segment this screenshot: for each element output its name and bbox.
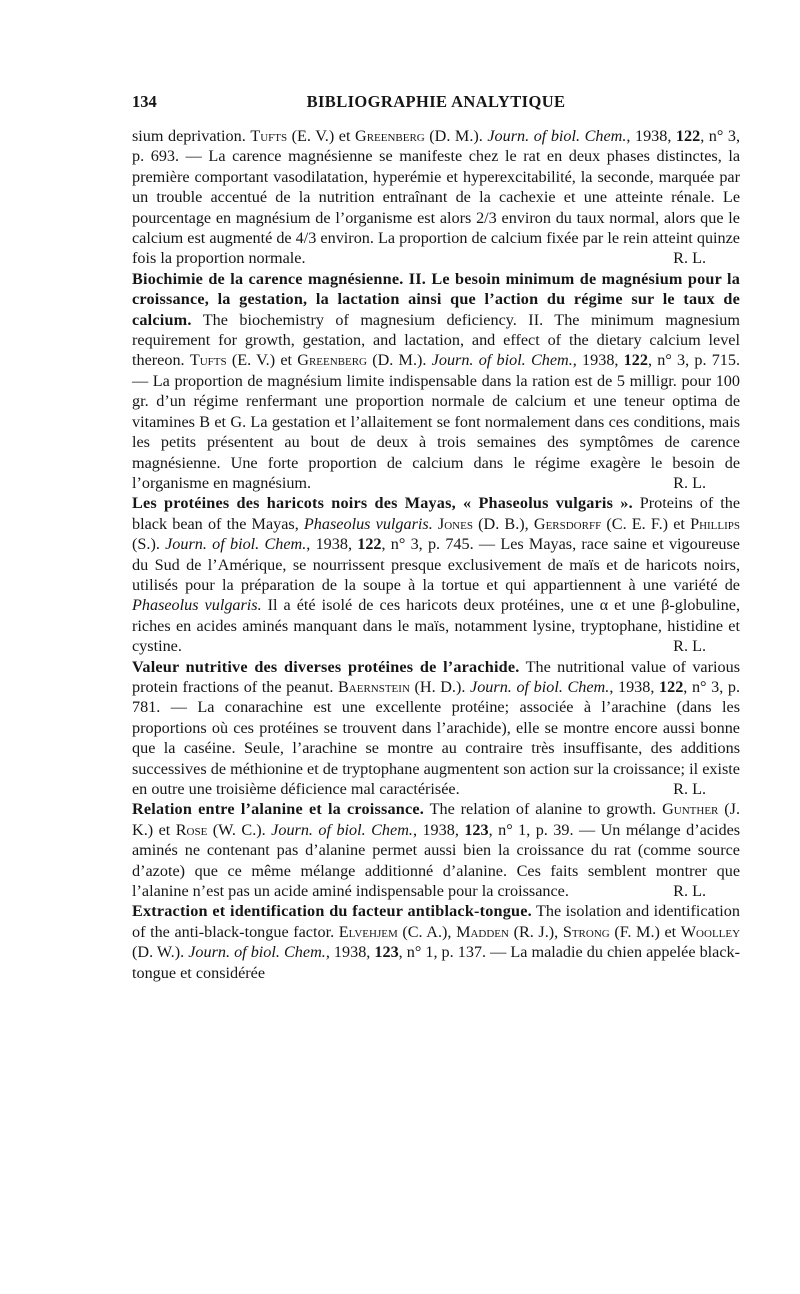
publication-year: 1938 — [582, 351, 615, 370]
author-surname: Greenberg — [355, 127, 425, 145]
author-conjunction: et — [659, 922, 681, 941]
author-surname: Phillips — [690, 514, 741, 533]
author-surname: Jones — [437, 514, 473, 533]
author-initials: (E. V.) — [231, 351, 276, 370]
volume-number: 123 — [464, 820, 489, 839]
abstract-summary: — Un mélange d’acides aminés ne contenant pas d’alanine permet aussi bien la croissance du rat (comme source d’azote) que ce même mélange additionné d’alanine. Ces faits semblent montrer que l’alanine n’est pas un acide aminé indispensable pour la croissance. — [132, 820, 741, 901]
article-title: Les protéines des haricots noirs des Mayas, « Phaseolus vulgaris ». — [132, 494, 633, 513]
author-surname: Greenberg — [297, 351, 367, 370]
english-title: The relation of alanine to growth. — [429, 800, 657, 819]
author-initials: (D. B.), — [478, 514, 529, 533]
reviewer-signature: R. L. — [673, 473, 706, 492]
author-initials: (D. M.). — [372, 351, 427, 370]
author-conjunction: et — [668, 514, 691, 533]
author-initials: (J. K.) — [132, 800, 740, 839]
author-surname: Madden — [456, 922, 509, 941]
reviewer-signature: R. L. — [673, 780, 706, 798]
author-initials: (E. V.) — [291, 127, 335, 145]
english-title: The nutritional value of various protein fractions of the peanut. — [132, 657, 740, 696]
running-head — [132, 92, 740, 116]
publication-year: 1938 — [617, 677, 651, 696]
publication-year: 1938 — [422, 820, 455, 839]
issue-page: n° 3, p. 693. — [132, 127, 741, 166]
journal-name: Journ. of biol. Chem. — [271, 820, 413, 839]
english-title: The isolation and identification of the anti-black-tongue factor. — [132, 902, 740, 941]
author-initials: (D. M.). — [429, 127, 483, 145]
journal-name: Journ. of biol. Chem. — [487, 127, 627, 145]
publication-year: 1938 — [634, 127, 668, 145]
volume-number: 122 — [357, 535, 382, 554]
english-title-species: Phaseolus vulgaris. — [303, 514, 433, 533]
reviewer-signature: R. L. — [673, 249, 706, 268]
issue-page: n° 3, p. 781. — [132, 677, 741, 717]
article-title: Relation entre l’alanine et la croissance. — [132, 800, 425, 819]
author-surname: Tufts — [250, 127, 288, 145]
journal-name: Journ. of biol. Chem. — [188, 943, 326, 962]
abstract-entry: Valeur nutritive des diverses protéines de l’arachide. The nutritional value of various protein fractions of the peanut. Baernstein (H. D.). Journ. of biol. Chem., 1938, 122, n° 3, p. 781. — La conarachine est une excellente protéine; associée à l’arachine (dans les proportions où ces protéines se trouvent dans l’arachide), elle se montre encore aussi bonne que la caséine. Seule, l’arachine se montre au contraire très insuffisante, des additions successives de méthionine et de tryptophane augmentent son action sur la croissance; il existe en outre une troisième déficience mal caractérisée. R. L. — [132, 657, 741, 798]
author-initials: (R. J.), — [513, 922, 559, 941]
author-surname: Rose — [175, 820, 208, 839]
journal-name: Journ. of biol. Chem. — [431, 351, 573, 370]
english-title: The biochemistry of magnesium deficiency. II. The minimum magnesium requirement for growth, gestation, and lactation, and effect of the dietary calcium level thereon. — [132, 310, 740, 370]
species-name: Phaseolus vulgaris. — [132, 596, 262, 615]
author-conjunction: et — [275, 351, 298, 370]
abstract-entry: Relation entre l’alanine et la croissance. The relation of alanine to growth. Gunther (J. K.) et Rose (W. C.). Journ. of biol. Chem., 1938, 123, n° 1, p. 39. — Un mélange d’acides aminés ne contenant pas d’alanine permet aussi bien la croissance du rat (comme source d’azote) que ce même mélange additionné d’alanine. Ces faits semblent montrer que l’alanine n’est pas un acide aminé indispensable pour la croissance. R. L. — [132, 800, 741, 901]
article-title: Biochimie de la carence magnésienne. II. Le besoin minimum de magnésium pour la croissance, la gestation, la lactation ainsi que l’action du régime sur le taux de calcium. — [132, 269, 740, 329]
author-surname: Woolley — [680, 922, 741, 941]
author-initials: (W. C.). — [212, 820, 266, 839]
issue-page: n° 1, p. 39. — [498, 820, 574, 839]
abstract-summary: — Les Mayas, race saine et vigoureuse du Sud de l’Amérique, se nourrissent presque exclusivement de maïs et de haricots noirs, utilisés pour la préparation de la soupe à la tortue et qui appartiennent à une variété de — [132, 535, 740, 594]
author-initials: (S.). — [132, 535, 160, 554]
abstracts-column — [132, 126, 740, 983]
publication-year: 1938 — [333, 943, 367, 962]
issue-page: n° 3, p. 745. — [390, 535, 474, 554]
abstract-summary-end: Il a été isolé de ces haricots deux protéines, une α et une β-globuline, riches en acides aminés manquant dans le maïs, notamment lysine, tryptophane, histidine et cystine. — [132, 596, 740, 656]
issue-page: n° 3, p. 715. — [657, 351, 741, 370]
volume-number: 122 — [623, 351, 648, 370]
author-initials: (C. E. F.) — [606, 514, 669, 533]
abstract-entry: Extraction et identification du facteur antiblack-tongue. The isolation and identification of the anti-black-tongue factor. Elvehjem (C. A.), Madden (R. J.), Strong (F. M.) et Woolley (D. W.). Journ. of biol. Chem., 1938, 123, n° 1, p. 137. — La maladie du chien appelée black-tongue et considérée — [132, 902, 741, 982]
author-surname: Gunther — [662, 800, 719, 819]
author-surname: Baernstein — [337, 677, 410, 696]
author-initials: (D. W.). — [132, 943, 185, 962]
abstract-summary: — La carence magnésienne se manifeste chez le rat en deux phases distinctes, la première comportant vasodilatation, hyperémie et hyperexcitabilité, la seconde, marquée par un trouble accentué de la nutrition entraînant de la cachexie et une atteinte rénale. Le pourcentage en magnésium de l’organisme est alors 2/3 environ du taux normal, alors que le calcium est augmenté de 4/3 environ. La proportion de calcium fixée par le rein atteint quinze fois la proportion normale. — [132, 147, 741, 268]
reviewer-signature: R. L. — [673, 882, 706, 901]
journal-name: Journ. of biol. Chem. — [470, 677, 610, 696]
page-number: 134 — [132, 92, 157, 111]
author-surname: Elvehjem — [338, 922, 398, 941]
author-surname: Strong — [562, 922, 610, 941]
publication-year: 1938 — [315, 535, 348, 554]
author-surname: Tufts — [189, 351, 227, 370]
abstract-entry: Les protéines des haricots noirs des Mayas, « Phaseolus vulgaris ». Proteins of the black bean of the Mayas, Phaseolus vulgaris. Jones (D. B.), Gersdorff (C. E. F.) et Phillips (S.). Journ. of biol. Chem., 1938, 122, n° 3, p. 745. — Les Mayas, race saine et vigoureuse du Sud de l’Amérique, se nourrissent presque exclusivement de maïs et de haricots noirs, utilisés pour la préparation de la soupe à la tortue et qui appartiennent à une variété de Phaseolus vulgaris. Il a été isolé de ces haricots deux protéines, une α et une β-globuline, riches en acides aminés manquant dans le maïs, notamment lysine, tryptophane, histidine et cystine. R. L. — [132, 494, 741, 656]
volume-number: 122 — [659, 677, 684, 696]
abstract-summary: — La proportion de magnésium limite indispensable dans la ration est de 5 milligr. pour 100 gr. d’un régime renfermant une proportion normale de calcium et une teneur optima de vitamines B et G. La gestation et l’allaitement se font normalement dans ces conditions, mais les petits présentent au bout de deux à trois semaines des symptômes de carence magnésienne. Une forte proportion de calcium dans le régime exagère le besoin de l’organisme en magnésium. — [132, 371, 740, 492]
abstract-entry: Biochimie de la carence magnésienne. II. Le besoin minimum de magnésium pour la croissance, la gestation, la lactation ainsi que l’action du régime sur le taux de calcium. The biochemistry of magnesium deficiency. II. The minimum magnesium requirement for growth, gestation, and lactation, and effect of the dietary calcium level thereon. Tufts (E. V.) et Greenberg (D. M.). Journ. of biol. Chem., 1938, 122, n° 3, p. 715. — La proportion de magnésium limite indispensable dans la ration est de 5 milligr. pour 100 gr. d’un régime renfermant une proportion normale de calcium et une teneur optima de vitamines B et G. La gestation et l’allaitement se font normalement dans ces conditions, mais les petits présentent au bout de deux à trois semaines des symptômes de carence magnésienne. Une forte proportion de calcium dans le régime exagère le besoin de l’organisme en magnésium. R. L. — [132, 269, 741, 492]
reviewer-signature: R. L. — [673, 637, 706, 656]
article-title: Valeur nutritive des diverses protéines de l’arachide. — [132, 657, 520, 676]
author-conjunction: et — [153, 820, 176, 839]
author-initials: (C. A.), — [402, 922, 452, 941]
journal-name: Journ. of biol. Chem. — [165, 535, 307, 554]
english-title: Proteins of the black bean of the Mayas, — [132, 494, 741, 533]
issue-page: n° 1, p. 137. — [406, 943, 487, 962]
author-initials: (H. D.). — [414, 677, 466, 696]
volume-number: 122 — [675, 127, 701, 145]
article-title: Extraction et identification du facteur antiblack-tongue. — [132, 902, 532, 921]
running-title: BIBLIOGRAPHIE ANALYTIQUE — [306, 92, 566, 111]
author-initials: (F. M.) — [614, 922, 660, 941]
author-conjunction: et — [334, 127, 355, 145]
abstract-continuation: sium deprivation. — [132, 127, 251, 145]
author-surname: Gersdorff — [533, 514, 602, 533]
abstract-entry: sium deprivation. Tufts (E. V.) et Greenberg (D. M.). Journ. of biol. Chem., 1938, 122, n° 3, p. 693. — La carence magnésienne se manifeste chez le rat en deux phases distinctes, la première comportant vasodilatation, hyperémie et hyperexcitabilité, la seconde, marquée par un trouble accentué de la nutrition entraînant de la cachexie et une atteinte rénale. Le pourcentage en magnésium de l’organisme est alors 2/3 environ du taux normal, alors que le calcium est augmenté de 4/3 environ. La proportion de calcium fixée par le rein atteint quinze fois la proportion normale. R. L. — [132, 127, 741, 268]
volume-number: 123 — [374, 943, 399, 962]
abstract-summary: — La maladie du chien appelée black-tongue et considérée — [132, 943, 741, 982]
abstract-summary: — La conarachine est une excellente protéine; associée à l’arachine (dans les proportions où ces protéines se trouvent dans l’arachide), elle se montre encore aussi bonne que la caséine. Seule, l’arachine se montre au contraire très insuffisante, des additions successives de méthionine et de tryptophane augmentent son action sur la croissance; il existe en outre une troisième déficience mal caractérisée. — [132, 698, 740, 798]
